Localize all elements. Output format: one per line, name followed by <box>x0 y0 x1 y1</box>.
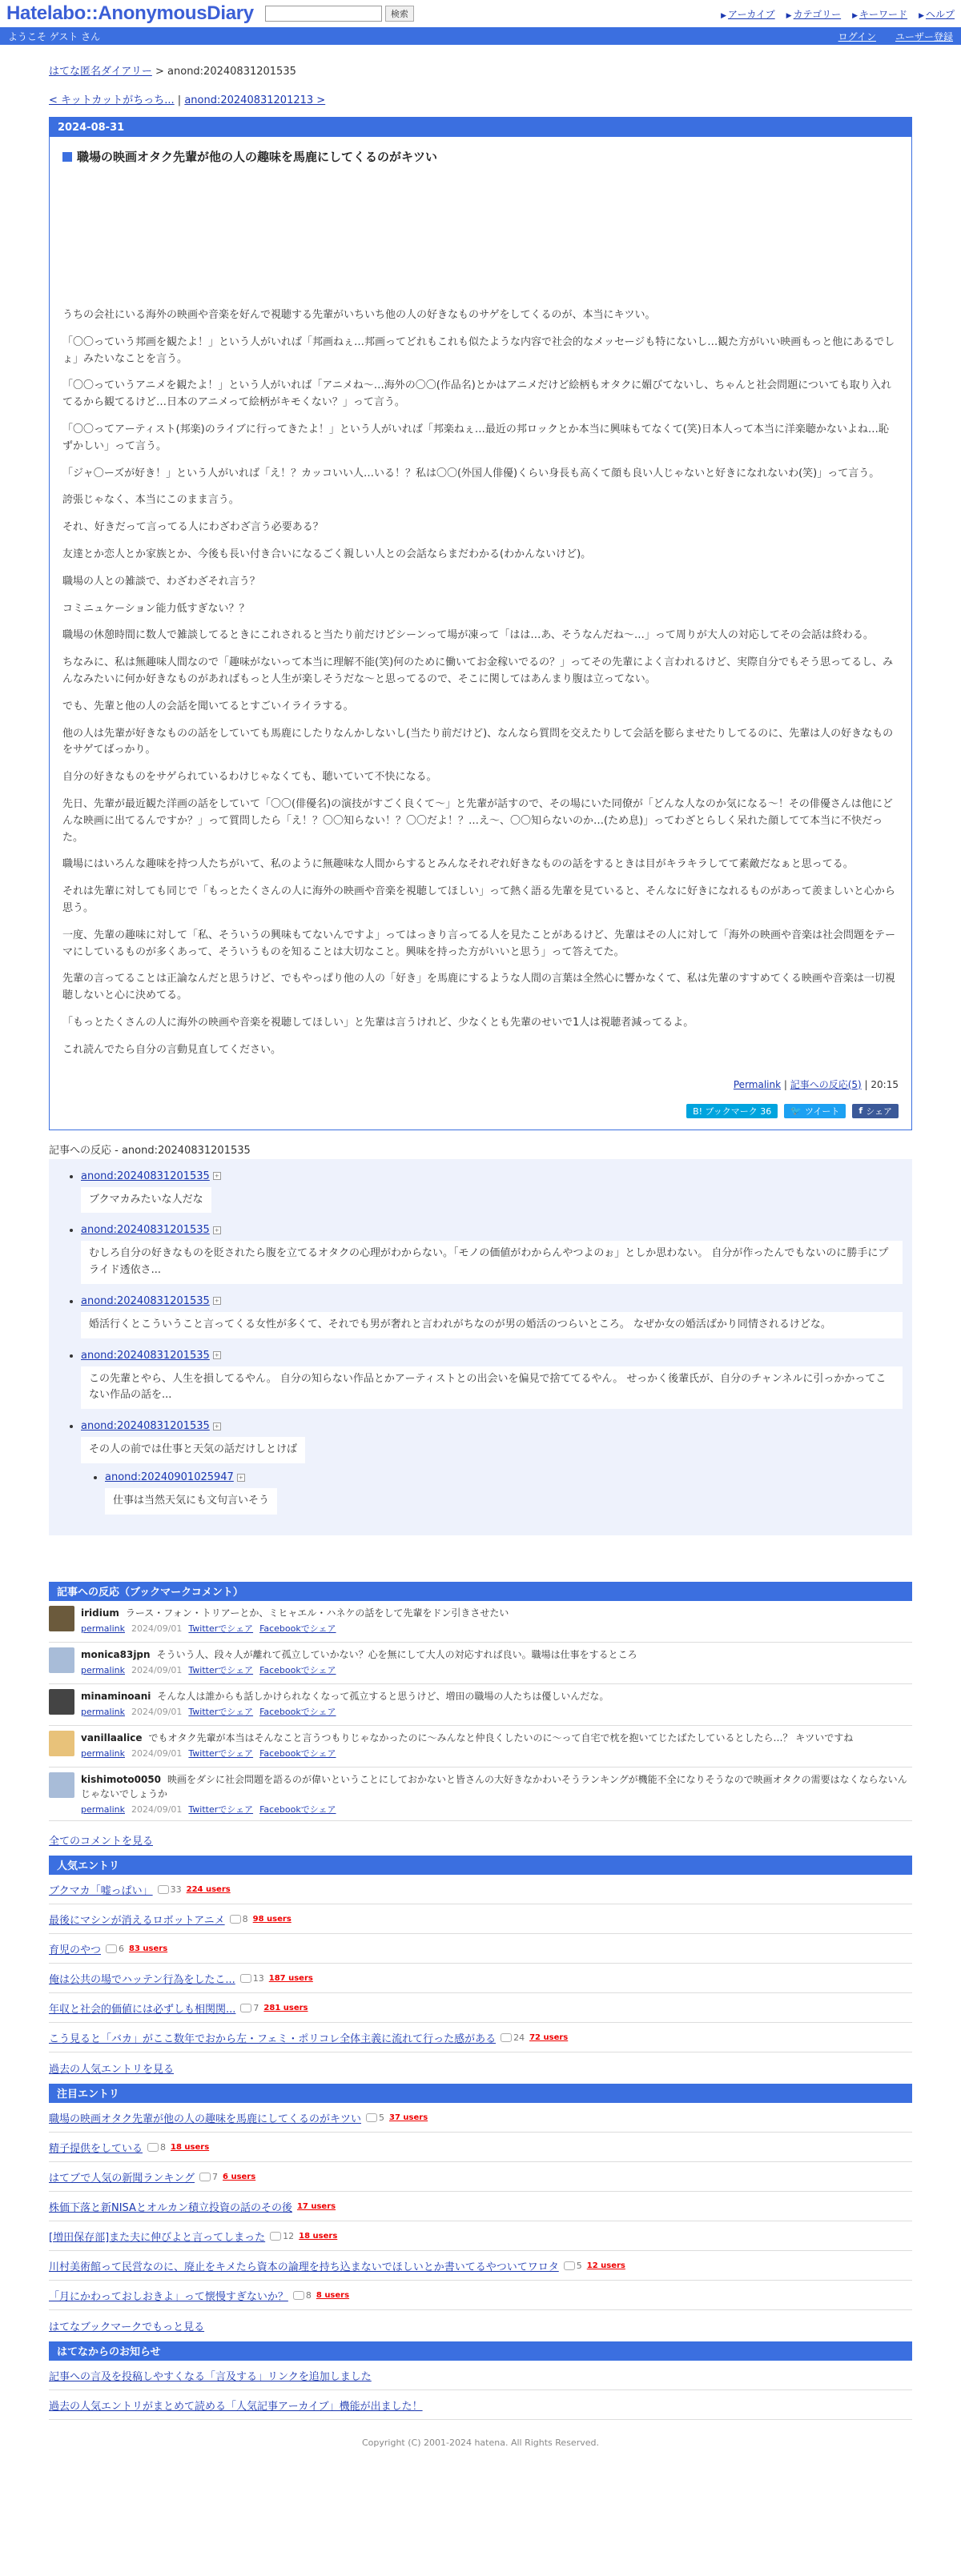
comment-count <box>293 2290 312 2301</box>
bookmark-meta <box>81 1803 912 1816</box>
bookmark-comment-text: でもオタク先輩が本当はそんなこと言うつもりじゃなかったのに～みんなと仲良くしたいのに～って自宅で枕を抱いてじたばたしているとしたら…？ キツいですね <box>148 1731 854 1743</box>
bookmark-line <box>81 1606 509 1620</box>
entry-time: 20:15 <box>871 1078 899 1090</box>
reaction-item <box>81 1350 903 1410</box>
entry-list-item <box>49 1993 912 2023</box>
arrow-icon: ▶ <box>919 11 924 20</box>
site-logo[interactable]: Hatelabo::AnonymousDiary <box>6 2 254 24</box>
nav-help-link[interactable]: ヘルプ <box>925 8 955 20</box>
avatar[interactable] <box>49 1647 74 1673</box>
news-list <box>49 2361 912 2420</box>
entry-paragraph: 友達とか恋人とか家族とか、今後も長い付き合いになるごく親しい人との会話ならまだわかる(わかんないけど)。 <box>62 548 592 560</box>
top-bar <box>0 0 961 27</box>
search-button[interactable]: 検索 <box>385 6 414 22</box>
bookmark-comment <box>49 1726 912 1767</box>
reaction-text: その人の前では仕事と天気の話だけしとけば <box>81 1437 305 1463</box>
breadcrumb-current: anond:20240831201535 <box>167 66 296 78</box>
news-item <box>49 2390 912 2420</box>
avatar[interactable] <box>49 1689 74 1715</box>
expand-icon[interactable]: + <box>213 1351 221 1359</box>
bookmark-comment-text: そういう人、段々人が離れて孤立していかない？心を無にして大人の対応すれば良い。職場は仕事をするところ <box>156 1648 637 1660</box>
reaction-item <box>81 1420 903 1515</box>
comment-bubble-icon <box>366 2113 377 2122</box>
bookmark-user[interactable]: kishimoto0050 <box>81 1773 162 1785</box>
reaction-text: 婚活行くとこういうこと言ってくる女性が多くて、それでも男が奢れと言われがちなのが男の婚活のつらいところ。 なぜか女の婚活ばかり同情されるけどな。 <box>81 1312 903 1338</box>
expand-icon[interactable]: + <box>213 1297 221 1305</box>
comment-count-value: 8 <box>242 1913 248 1924</box>
breadcrumb <box>49 62 912 77</box>
reaction-item <box>81 1295 903 1338</box>
bookmark-permalink[interactable]: permalink <box>81 1747 125 1759</box>
comment-bubble-icon <box>230 1915 241 1924</box>
entry-list-item <box>49 2103 912 2133</box>
entry-pager <box>49 91 912 106</box>
facebook-icon: f <box>858 1105 863 1116</box>
entry-list-item <box>49 2133 912 2162</box>
bookmark-meta <box>81 1747 853 1759</box>
entry-paragraph: 自分の好きなものをサゲられているわけじゃなくても、聴いていて不快になる。 <box>62 771 437 784</box>
entry-title-link[interactable]: 職場の映画オタク先輩が他の人の趣味を馬鹿にしてくるのがキツい <box>77 150 438 164</box>
share-buttons <box>50 1091 911 1130</box>
entry-paragraph: 「もっとたくさんの人に海外の映画や音楽を視聴してほしい」と先輩は言うけれど、少なくとも先輩のせいで1人は視聴者減ってるよ。 <box>62 1016 694 1029</box>
reaction-text: むしろ自分の好きなものを貶されたら腹を立てるオタクの心理がわからない。「モノの価値がわからんやつよのぉ」としか思わない。 自分が作ったんでもないのに勝手にプライド透依さ... <box>81 1241 903 1284</box>
reaction-body <box>81 1241 903 1284</box>
twitter-share-link[interactable]: Twitterでシェア <box>188 1664 254 1675</box>
avatar[interactable] <box>49 1606 74 1631</box>
entry-list-link[interactable]: 精子提供をしている <box>49 2142 143 2155</box>
breadcrumb-sep: > <box>155 66 164 78</box>
comment-count-value: 5 <box>379 2112 385 2123</box>
entry-body <box>50 307 911 1059</box>
comment-count <box>106 1944 124 1954</box>
comment-count <box>240 2003 259 2013</box>
facebook-share-link[interactable]: Facebookでシェア <box>259 1747 336 1759</box>
nav-keyword[interactable] <box>852 7 907 21</box>
nav-archive-link[interactable]: アーカイブ <box>727 8 775 20</box>
comment-count-value: 8 <box>160 2141 167 2153</box>
comment-count <box>366 2113 384 2123</box>
bookmark-date: 2024/09/01 <box>131 1623 183 1634</box>
bookmark-user[interactable]: minaminoani <box>81 1690 151 1702</box>
entry-list-link[interactable]: 職場の映画オタク先輩が他の人の趣味を馬鹿にしてくるのがキツい <box>49 2113 362 2125</box>
reaction-body <box>81 1182 903 1214</box>
bookmark-users-link[interactable]: 83 users <box>129 1944 168 1953</box>
top-nav <box>721 7 955 21</box>
comment-count <box>270 2231 294 2241</box>
comment-bubble-icon <box>158 1885 169 1894</box>
nav-help[interactable] <box>919 7 955 21</box>
comment-count-value: 6 <box>119 1943 125 1954</box>
bookmark-date: 2024/09/01 <box>131 1664 183 1675</box>
entry-list-link[interactable]: 株価下落と新NISAとオルカン積立投資の話のその後 <box>49 2201 292 2214</box>
entry-list-item <box>49 2192 912 2221</box>
notable-more <box>49 2310 912 2341</box>
bookmark-date: 2024/09/01 <box>131 1804 183 1815</box>
entry-paragraph: これ読んでたら自分の言動見直してください。 <box>62 1043 282 1056</box>
avatar[interactable] <box>49 1772 74 1798</box>
entry-paragraph: 「〇〇っていうアニメを観たよ！」という人がいれば「アニメね〜…海外の〇〇(作品名)とかはアニメだけど絵柄もオタクに媚びてないし、ちゃんと社会問題についても取り入れてるから観てるけど…日本のアニメって絵柄がキモくない？」って言う。 <box>62 379 891 409</box>
entry-paragraph: 「〇〇ってアーティスト(邦楽)のライブに行ってきたよ！」という人がいれば「邦楽ねぇ…最近の邦ロックとか本当に興味もてなくて(笑)日本人って本当に洋楽聴かないよね…恥ずかしい」って言う。 <box>62 423 889 452</box>
entry-date: 2024-08-31 <box>50 118 911 137</box>
news-link[interactable]: 過去の人気エントリがまとめて読める「人気記事アーカイブ」機能が出ました！ <box>49 2400 423 2413</box>
reaction-text: 仕事は当然天気にも文句言いそう <box>105 1488 277 1515</box>
reaction-body <box>105 1483 903 1515</box>
entry-paragraph: でも、先輩と他の人の会話を聞いてるとすごいイライラする。 <box>62 700 354 712</box>
bookmark-comments-header: 記事への反応（ブックマークコメント） <box>49 1582 912 1601</box>
welcome-text: ようこそ ゲスト さん <box>8 30 101 42</box>
reaction-link[interactable]: anond:20240831201535 <box>81 1420 210 1433</box>
comment-bubble-icon <box>240 1974 251 1983</box>
bookmark-user[interactable]: vanillaalice <box>81 1731 143 1743</box>
news-header: はてなからのお知らせ <box>49 2341 912 2361</box>
reaction-item <box>81 1224 903 1284</box>
bookmark-meta <box>81 1705 609 1718</box>
expand-icon[interactable]: + <box>213 1422 221 1430</box>
search-input[interactable] <box>265 6 382 22</box>
reaction-link[interactable]: anond:20240831201535 <box>81 1294 210 1307</box>
entry-list-item <box>49 2162 912 2192</box>
bookmark-content <box>81 1731 853 1762</box>
entry-list-link[interactable]: 川村美術館って民営なのに、廃止をキメたら資本の論理を持ち込まないでほしいとか書いてるやついてワロタ <box>49 2261 559 2273</box>
reaction-link[interactable]: anond:20240831201535 <box>81 1349 210 1362</box>
arrow-icon: ▶ <box>721 11 726 20</box>
comment-count-value: 13 <box>252 1972 264 1984</box>
ad-space <box>50 165 911 307</box>
comment-count <box>501 2032 525 2043</box>
bookmark-users-link[interactable]: 18 users <box>299 2231 338 2241</box>
bookmark-line <box>81 1689 609 1703</box>
comment-count <box>240 1973 264 1984</box>
entry-paragraph: 誇張じゃなく、本当にこのまま言う。 <box>62 494 239 507</box>
next-entry-link[interactable]: anond:20240831201213 > <box>184 94 326 106</box>
entry-list-link[interactable]: 育児のやつ <box>49 1944 102 1956</box>
share-label: シェア <box>866 1105 892 1117</box>
bookmark-line <box>81 1647 637 1662</box>
entry-footer: Permalink | 記事への反応(5) | 20:15 <box>733 1078 899 1090</box>
entry-paragraph: 他の人は先輩が好きなものの話をしていても馬鹿にしたりなんかしないし(当たり前だけど)、なんなら質問を交えたりして会話を膨らませたりしてるのに、先輩は人の好きなものをサゲてばっかり。 <box>62 727 894 756</box>
reaction-item <box>105 1471 903 1515</box>
comment-count-value: 8 <box>305 2289 312 2301</box>
nested-reactions <box>105 1471 903 1515</box>
entry-list-item <box>49 2251 912 2281</box>
bookmark-users-link[interactable]: 224 users <box>186 1884 231 1894</box>
reaction-item <box>81 1170 903 1214</box>
entry-list-link[interactable]: 俺は公共の場でハッテン行為をしたこ... <box>49 1973 235 1986</box>
reactions-header: 記事への反応 - anond:20240831201535 <box>49 1144 251 1157</box>
pager-sep: | <box>177 94 182 106</box>
bookmark-content <box>81 1689 609 1720</box>
nav-category-link[interactable]: カテゴリー <box>793 8 842 20</box>
entry-list-link[interactable]: はてブで人気の新聞ランキング <box>49 2172 195 2185</box>
breadcrumb-home[interactable]: はてな匿名ダイアリー <box>49 66 152 78</box>
reaction-link[interactable]: anond:20240831201535 <box>81 1170 210 1182</box>
bookmark-permalink[interactable]: permalink <box>81 1664 125 1675</box>
nav-category[interactable] <box>786 7 841 21</box>
bookmark-comment-text: そんな人は誰からも話しかけられなくなって孤立すると思うけど、増田の職場の人たちは優しいんだな。 <box>157 1690 609 1702</box>
bookmark-users-link[interactable]: 18 users <box>171 2142 210 2152</box>
expand-icon[interactable]: + <box>237 1474 245 1482</box>
reaction-body <box>81 1312 903 1338</box>
bookmark-user[interactable]: iridium <box>81 1607 119 1619</box>
entry-list-item <box>49 2221 912 2251</box>
facebook-share-link[interactable]: Facebookでシェア <box>259 1804 336 1815</box>
bookmark-content <box>81 1606 509 1637</box>
expand-icon[interactable]: + <box>213 1172 221 1180</box>
comment-count <box>230 1914 248 1924</box>
popular-more <box>49 2052 912 2084</box>
hatena-bookmark-button[interactable]: B! ブックマーク 36 <box>686 1104 778 1118</box>
notable-more-link[interactable]: はてなブックマークでもっと見る <box>49 2321 205 2333</box>
comment-count-value: 5 <box>576 2260 582 2271</box>
entry-paragraph: 先日、先輩が最近観た洋画の話をしていて「〇〇(俳優名)の演技がすごく良くて〜」と先輩が話すので、その場にいた同僚が「どんな人なのか気になる〜！その俳優さんは他にどんな映画に出てるんですか？」って質問したら「え！？〇〇知らない！？〇〇だよ！？…え〜、〇〇知らないのか…(ため息)」ってわざとらしく呆れた顔してて本当に不快だった。 <box>62 797 893 844</box>
all-comments-link[interactable]: 全てのコメントを見る <box>49 1835 154 1848</box>
reaction-body <box>81 1366 903 1410</box>
entry-paragraph: 職場の休憩時間に数人で雑談してるときにこれされると当たり前だけどシーンって場が凍って「はは…あ、そうなんだね〜…」って周りが大人の対応してその会話は終わる。 <box>62 629 874 642</box>
reactions-link[interactable]: 記事への反応(5) <box>790 1078 862 1090</box>
bookmark-comment <box>49 1601 912 1643</box>
entry-paragraph: うちの会社にいる海外の映画や音楽を好んで視聴する先輩がいちいち他の人の好きなものサゲをしてくるのが、本当にキツい。 <box>62 309 656 321</box>
twitter-share-link[interactable]: Twitterでシェア <box>188 1747 254 1759</box>
entry-list-link[interactable]: 年収と社会的価値には必ずしも相関関... <box>49 2003 236 2016</box>
entry-list-item <box>49 1964 912 1993</box>
comment-count <box>564 2261 582 2271</box>
bookmark-users-link[interactable]: 17 users <box>296 2201 336 2211</box>
permalink-link[interactable]: Permalink <box>733 1078 782 1090</box>
comment-count <box>147 2142 166 2153</box>
bookmark-users-link[interactable]: 72 users <box>529 2032 569 2042</box>
reactions-tree <box>49 1159 912 1535</box>
comment-bubble-icon <box>147 2143 159 2152</box>
entry-list-link[interactable]: こう見ると「バカ」がここ数年でおから左・フェミ・ポリコレ全体主義に流れて行った感がある <box>49 2032 497 2045</box>
entry-paragraph: それ、好きだって言ってる人にわざわざ言う必要ある？ <box>62 521 324 534</box>
search-form <box>265 6 414 22</box>
facebook-share-link[interactable]: Facebookでシェア <box>259 1623 336 1634</box>
entry-list-item <box>49 1875 912 1904</box>
bookmark-permalink[interactable]: permalink <box>81 1623 125 1634</box>
entry-list-item <box>49 2023 912 2052</box>
bookmark-permalink[interactable]: permalink <box>81 1706 125 1717</box>
arrow-icon: ▶ <box>786 11 792 20</box>
facebook-share-button[interactable] <box>852 1104 899 1118</box>
comment-count <box>158 1884 182 1895</box>
comment-bubble-icon <box>501 2033 512 2042</box>
bookmark-users-link[interactable]: 281 users <box>263 2003 308 2012</box>
bookmark-users-link[interactable]: 8 users <box>316 2290 350 2300</box>
entry-paragraph: 職場の人との雑談で、わざわざそれ言う？ <box>62 575 260 588</box>
comment-count-value: 12 <box>283 2230 295 2241</box>
nav-keyword-link[interactable]: キーワード <box>859 8 908 20</box>
login-link[interactable]: ログイン <box>838 30 876 42</box>
bookmark-date: 2024/09/01 <box>131 1706 183 1717</box>
facebook-share-link[interactable]: Facebookでシェア <box>259 1664 336 1675</box>
comment-count <box>199 2172 218 2182</box>
welcome-bar <box>0 27 961 45</box>
popular-more-link[interactable]: 過去の人気エントリを見る <box>49 2063 175 2076</box>
bookmark-content <box>81 1647 637 1679</box>
tweet-label: ツイート <box>804 1105 840 1117</box>
entry-paragraph: 「ジャ〇ーズが好き！」という人がいれば「え！？カッコいい人…いる！？私は〇〇(外国人俳優)くらい身長も高くて顔も良い人じゃないと好きになれないわ(笑)」って言う。 <box>62 467 880 479</box>
bookmark-line <box>81 1772 912 1801</box>
arrow-icon: ▶ <box>852 11 858 20</box>
comment-bubble-icon <box>270 2232 281 2241</box>
entry-paragraph: 職場にはいろんな趣味を持つ人たちがいて、私のように無趣味な人間からするとみんなそれぞれ好きなものの話をするときは目がキラキラしてて素敵だなぁと思ってる。 <box>62 858 854 871</box>
twitter-share-link[interactable]: Twitterでシェア <box>188 1623 254 1634</box>
bookmark-users-link[interactable]: 187 users <box>268 1973 313 1983</box>
reaction-link[interactable]: anond:20240831201535 <box>81 1224 210 1237</box>
main-content <box>49 45 912 2459</box>
bookmark-user[interactable]: monica83jpn <box>81 1648 151 1660</box>
comment-count-value: 24 <box>513 2032 525 2043</box>
bookmark-users-link[interactable]: 12 users <box>586 2261 625 2270</box>
bookmark-date: 2024/09/01 <box>131 1747 183 1759</box>
all-comments <box>49 1832 912 1848</box>
entry-paragraph: コミニュケーション能力低すぎない？？ <box>62 602 250 615</box>
bookmark-comment-text: 映画をダシに社会問題を語るのが偉いということにしておかないと皆さんの大好きなかわいそうランキングが機能不全になりそうなので映画オタクの需要はなくならないんじゃないでしょうか <box>81 1773 907 1800</box>
reaction-text: この先輩とやら、人生を損してるやん。 自分の知らない作品とかアーティストとの出会いを偏見で捨ててるやん。 せっかく後輩氏が、自分のチャンネルに引っかかってこない作品の話を... <box>81 1366 903 1410</box>
entry-list-item <box>49 1904 912 1934</box>
bookmark-permalink[interactable]: permalink <box>81 1804 125 1815</box>
reaction-link[interactable]: anond:20240901025947 <box>105 1471 234 1484</box>
reaction-text: ブクマカみたいな人だな <box>81 1187 211 1214</box>
entry-paragraph: 先輩の言ってることは正論なんだと思うけど、でもやっぱり他の人の「好き」を馬鹿にするような人間の言葉は全然心に響かなくて、私は先輩のすすめてくる映画や音楽は一切視聴しないと心に決めてる。 <box>62 973 895 1002</box>
notable-entries-list <box>49 2103 912 2310</box>
entry-list-link[interactable]: [増田保存部]また夫に伸びよと言ってしまった <box>49 2231 266 2244</box>
bookmark-comment <box>49 1643 912 1684</box>
reaction-body <box>81 1432 903 1463</box>
entry-paragraph: ちなみに、私は無趣味人間なので「趣味がないって本当に理解不能(笑)何のために働いてお金稼いでるの？」ってその先輩によく言われるけど、実際自分でもそう思ってるし、みんなみたいに何か好きなものがあればもっと人生が楽しそうだな〜と思ってるので、そこに関してはあんまり腹は立ってない。 <box>62 656 894 685</box>
bookmark-users-link[interactable]: 37 users <box>389 2113 428 2122</box>
popular-entries-header: 人気エントリ <box>49 1856 912 1875</box>
comment-bubble-icon <box>293 2291 304 2300</box>
bookmark-meta <box>81 1622 509 1635</box>
bookmark-comment <box>49 1767 912 1821</box>
bookmark-content <box>81 1772 912 1816</box>
comment-count-value: 7 <box>253 2002 259 2013</box>
popular-entries-list <box>49 1875 912 2052</box>
bookmark-comments-list <box>49 1601 912 1821</box>
entry-paragraph: 一度、先輩の趣味に対して「私、そういうの興味もてないんですよ」ってはっきり言ってる人を見たことがあるけど、先輩はその人に対して「海外の映画や音楽は社会問題をテーマにしているものが多くあって、そういうものを知ることは大切なこと。興味を持った方がいいと思う」って答えてた。 <box>62 929 896 958</box>
entry-list-link[interactable]: 「月にかわっておしおきよ」って懐慢すぎないか？ <box>49 2290 288 2303</box>
bookmark-line <box>81 1731 853 1745</box>
notable-entries-header: 注目エントリ <box>49 2084 912 2103</box>
bookmark-meta <box>81 1663 637 1676</box>
entry-title <box>50 137 911 165</box>
entry-paragraph: 「〇〇っていう邦画を観たよ！」という人がいれば「邦画ねぇ…邦画ってどれもこれも似たような内容で社会的なメッセージも特にないし…観た方がいい映画もっと他にあるでしょ」みたいなことを言う。 <box>62 335 895 365</box>
news-item <box>49 2361 912 2390</box>
entry-list-item <box>49 2281 912 2310</box>
twitter-bird-icon: 🐦 <box>790 1105 802 1116</box>
comment-bubble-icon <box>199 2173 211 2181</box>
reactions-list <box>81 1170 903 1515</box>
entry-list-link[interactable]: 最後にマシンが消えるロボットアニメ <box>49 1914 225 1927</box>
comment-bubble-icon <box>106 1944 117 1953</box>
bookmark-users-link[interactable]: 98 users <box>252 1914 292 1924</box>
twitter-share-link[interactable]: Twitterでシェア <box>188 1804 254 1815</box>
comment-count-value: 7 <box>212 2171 219 2182</box>
bookmark-comment-text: ラース・フォン・トリアーとか、ミヒャエル・ハネケの話をして先輩をドン引きさせたい <box>125 1607 509 1619</box>
comment-count-value: 33 <box>170 1884 182 1895</box>
twitter-share-link[interactable]: Twitterでシェア <box>188 1706 254 1717</box>
footer-copyright: Copyright (C) 2001-2024 hatena. All Rights Reserved. <box>362 2437 599 2448</box>
expand-icon[interactable]: + <box>213 1226 221 1234</box>
nav-archive[interactable] <box>721 7 775 21</box>
comment-bubble-icon <box>564 2261 575 2270</box>
prev-entry-link[interactable]: < キットカットがちっち... <box>49 94 175 106</box>
tweet-button[interactable] <box>784 1104 846 1118</box>
entry-list-link[interactable]: ブクマカ「嘘っぱい」 <box>49 1884 153 1897</box>
square-icon <box>62 152 72 162</box>
avatar[interactable] <box>49 1731 74 1756</box>
facebook-share-link[interactable]: Facebookでシェア <box>259 1706 336 1717</box>
entry-paragraph: それは先輩に対しても同じで「もっとたくさんの人に海外の映画や音楽を視聴してほしい」って熱く語る先輩を見ていると、そんなに好きになれるものがあって羨ましいと心から思う。 <box>62 885 895 914</box>
bookmark-users-link[interactable]: 6 users <box>223 2172 256 2181</box>
register-link[interactable]: ユーザー登録 <box>895 30 953 42</box>
entry <box>49 117 912 1130</box>
bookmark-comment <box>49 1684 912 1726</box>
comment-bubble-icon <box>240 2004 251 2012</box>
news-link[interactable]: 記事への言及を投稿しやすくなる「言及する」リンクを追加しました <box>49 2370 372 2383</box>
entry-list-item <box>49 1934 912 1964</box>
